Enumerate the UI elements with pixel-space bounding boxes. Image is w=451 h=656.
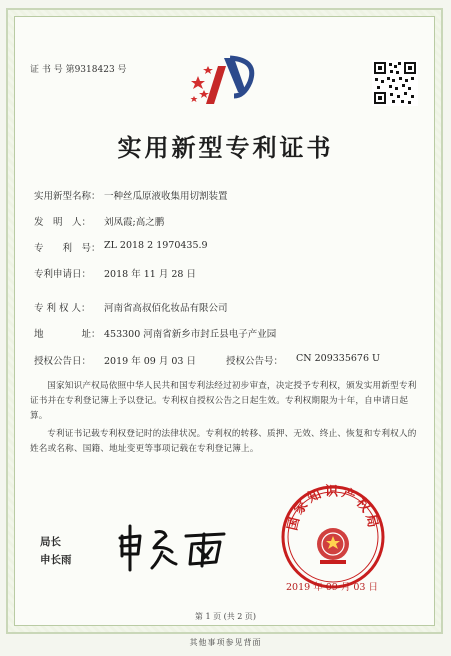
- grant-number-value: CN 209335676 U: [296, 353, 381, 364]
- utility-model-name-label: 实用新型名称：: [34, 191, 101, 202]
- application-date-label: 专利申请日：: [34, 269, 92, 280]
- document-title: 实用新型专利证书: [117, 133, 334, 162]
- footer-note: 其他事项参见背面: [189, 638, 262, 647]
- patent-number-label: 专 利 号：: [34, 243, 101, 254]
- patent-number-value: ZL 2018 2 1970435.9: [104, 240, 208, 251]
- utility-model-name-value: 一种丝瓜原液收集用切割装置: [104, 191, 228, 202]
- director-signature: [112, 522, 252, 574]
- official-seal-icon: [278, 482, 388, 592]
- grant-date-label: 授权公告日：: [34, 356, 92, 367]
- qr-code-icon: [372, 60, 418, 106]
- application-date-value: 2018 年 11 月 28 日: [104, 269, 196, 280]
- grant-number-label: 授权公告号：: [226, 356, 284, 367]
- address-value: 453300 河南省新乡市封丘县电子产业园: [104, 329, 277, 340]
- legal-status-paragraph: 专利证书记载专利权登记时的法律状况。专利权的转移、质押、无效、终止、恢复和专利权人的姓名或名称、国籍、地址变更等事项记载在专利登记簿上。: [30, 429, 417, 454]
- seal-text: 国家知识产权局: [285, 484, 381, 532]
- patentee-value: 河南省高叔佰化妆品有限公司: [104, 303, 228, 314]
- inventor-label: 发 明 人：: [34, 217, 92, 228]
- cnipa-logo-icon: [188, 52, 262, 116]
- seal-date: 2019 年 09 月 03 日: [286, 582, 378, 593]
- patentee-label: 专 利 权 人：: [34, 303, 91, 314]
- inventor-value: 刘凤霞;高之鹏: [104, 217, 165, 228]
- address-label: 地 址：: [34, 329, 101, 340]
- svg-text:国家知识产权局: [284, 484, 380, 532]
- grant-statement-paragraph: 国家知识产权局依照中华人民共和国专利法经过初步审查，决定授予专利权，颁发实用新型专利证书并在专利登记簿上予以登记。专利权自授权公告之日起生效。专利权期限为十年，自申请日起算。: [30, 381, 417, 421]
- director-name: 申长雨: [40, 554, 72, 566]
- page-indicator: 第 1 页 (共 2 页): [194, 612, 257, 621]
- director-title: 局长: [40, 536, 61, 548]
- grant-date-value: 2019 年 09 月 03 日: [104, 356, 196, 367]
- certificate-number: 证 书 号 第9318423 号: [30, 65, 127, 75]
